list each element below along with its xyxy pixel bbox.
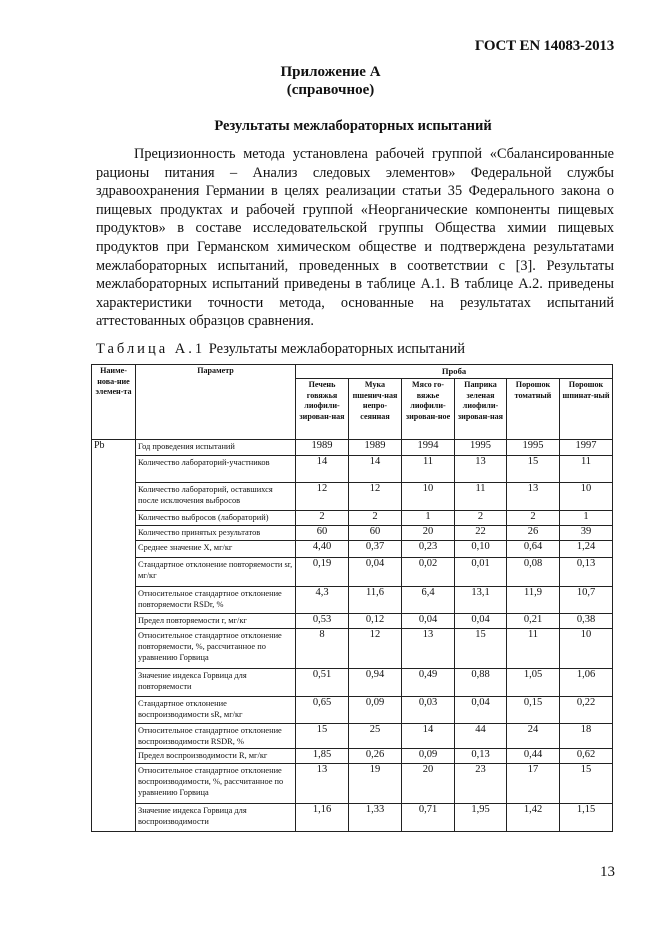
table-row [92,669,613,697]
value-cell: 1,16 [296,804,349,832]
value-cell: 25 [349,724,402,749]
value-cell: 0,09 [402,749,455,764]
value-cell: 11,6 [349,587,402,614]
value-cell: 0,13 [455,749,507,764]
table-caption [96,341,465,358]
parameter-cell: Стандартное отклонение воспроизводимости sR, мг/кг [136,697,296,724]
parameter-cell: Относительное стандартное отклонение воспроизводимости, %, рассчитанное по уравнению Горвица [136,764,296,804]
results-table [91,364,613,832]
table-row [92,483,613,511]
sample-name: Порошок томатный [507,379,560,440]
parameter-cell: Относительное стандартное отклонение повторяемости RSDr, % [136,587,296,614]
value-cell: 1995 [455,440,507,456]
sample-name: Порошок шпинат-ный [560,379,613,440]
value-cell: 12 [296,483,349,511]
table-row [92,764,613,804]
value-cell: 0,04 [349,558,402,587]
value-cell: 15 [455,629,507,669]
value-cell: 0,64 [507,541,560,558]
table-row [92,749,613,764]
value-cell: 14 [349,456,402,483]
value-cell: 13 [455,456,507,483]
value-cell: 15 [507,456,560,483]
parameter-cell: Предел воспроизводимости R, мг/кг [136,749,296,764]
value-cell: 8 [296,629,349,669]
parameter-cell: Количество лабораторий, оставшихся после исключения выбросов [136,483,296,511]
table-row [92,614,613,629]
parameter-cell: Количество лабораторий-участников [136,456,296,483]
value-cell: 11 [455,483,507,511]
value-cell: 11 [560,456,613,483]
table-row [92,526,613,541]
value-cell: 10 [560,483,613,511]
element-cell: Pb [92,440,136,832]
sample-name: Печень говяжья лиофили-зирован-ная [296,379,349,440]
value-cell: 0,09 [349,697,402,724]
value-cell: 0,22 [560,697,613,724]
value-cell: 0,88 [455,669,507,697]
standard-number: ГОСТ EN 14083-2013 [474,38,614,54]
value-cell: 2 [455,511,507,526]
parameter-cell: Количество выбросов (лабораторий) [136,511,296,526]
value-cell: 1995 [507,440,560,456]
value-cell: 0,53 [296,614,349,629]
table-row [92,558,613,587]
parameter-cell: Год проведения испытаний [136,440,296,456]
value-cell: 13 [296,764,349,804]
value-cell: 0,04 [455,614,507,629]
value-cell: 12 [349,483,402,511]
table-row [92,587,613,614]
value-cell: 2 [296,511,349,526]
page-number: 13 [600,864,615,880]
value-cell: 0,04 [455,697,507,724]
value-cell: 24 [507,724,560,749]
value-cell: 1,85 [296,749,349,764]
value-cell: 13 [402,629,455,669]
value-cell: 4,40 [296,541,349,558]
value-cell: 13,1 [455,587,507,614]
sample-name: Мясо го-вяжье лиофили-зирован-ное [402,379,455,440]
value-cell: 1,33 [349,804,402,832]
value-cell: 12 [349,629,402,669]
parameter-cell: Значение индекса Горвица для повторяемости [136,669,296,697]
table-row [92,456,613,483]
value-cell: 2 [349,511,402,526]
value-cell: 11 [507,629,560,669]
value-cell: 14 [402,724,455,749]
value-cell: 0,13 [560,558,613,587]
value-cell: 60 [296,526,349,541]
value-cell: 1989 [296,440,349,456]
body-paragraph: Прецизионность метода установлена рабочей группой «Сбалансированные рационы питания – Анализ следовых элементов» Федеральной службы здравоохранения Германии в целях реализации статьи 35 Федерального закона о пищевых продуктах и рабочей группой «Неорганические компоненты пищевых продуктов» в составе исследовательской группы Общества химии пищевых продуктов при Германском химическом обществе и подтверждена результатами межлабораторных испытаний, проведенных в соответствии с [3]. Результаты межлабораторных испытаний приведены в таблице А.1. В таблице А.2. приведены характеристики точности метода, основанные на результатах испытаний аттестованных образцов сравнения. [96,146,614,330]
value-cell: 15 [560,764,613,804]
value-cell: 6,4 [402,587,455,614]
table-caption-text: Результаты межлабораторных испытаний [208,341,466,357]
value-cell: 0,94 [349,669,402,697]
value-cell: 20 [402,764,455,804]
header-sample: Проба [296,365,613,379]
header-parameter: Параметр [136,365,296,440]
value-cell: 0,62 [560,749,613,764]
table-row [92,629,613,669]
value-cell: 1 [560,511,613,526]
value-cell: 23 [455,764,507,804]
value-cell: 26 [507,526,560,541]
value-cell: 0,71 [402,804,455,832]
value-cell: 10 [402,483,455,511]
value-cell: 1997 [560,440,613,456]
value-cell: 0,01 [455,558,507,587]
value-cell: 11 [402,456,455,483]
sample-name: Паприка зеленая лиофили-зирован-ная [455,379,507,440]
value-cell: 17 [507,764,560,804]
value-cell: 0,44 [507,749,560,764]
value-cell: 10,7 [560,587,613,614]
table-row [92,440,613,456]
value-cell: 0,21 [507,614,560,629]
sample-name: Мука пшенич-ная непро-сеянная [349,379,402,440]
value-cell: 13 [507,483,560,511]
value-cell: 19 [349,764,402,804]
parameter-cell: Значение индекса Горвица для воспроизводимости [136,804,296,832]
value-cell: 0,15 [507,697,560,724]
parameter-cell: Среднее значение X, мг/кг [136,541,296,558]
value-cell: 0,03 [402,697,455,724]
header-element: Наиме-нова-ние элемен-та [92,365,136,440]
table-caption-label: Таблица А.1 [96,341,206,357]
value-cell: 20 [402,526,455,541]
value-cell: 44 [455,724,507,749]
value-cell: 22 [455,526,507,541]
value-cell: 0,65 [296,697,349,724]
value-cell: 1,05 [507,669,560,697]
value-cell: 0,02 [402,558,455,587]
value-cell: 1,24 [560,541,613,558]
value-cell: 0,49 [402,669,455,697]
value-cell: 1,06 [560,669,613,697]
value-cell: 0,10 [455,541,507,558]
appendix-heading [0,63,661,99]
value-cell: 39 [560,526,613,541]
value-cell: 18 [560,724,613,749]
value-cell: 2 [507,511,560,526]
value-cell: 0,23 [402,541,455,558]
appendix-title: Приложение А [280,64,381,80]
value-cell: 0,38 [560,614,613,629]
value-cell: 0,12 [349,614,402,629]
appendix-note: (справочное) [286,82,375,98]
value-cell: 4,3 [296,587,349,614]
table-row [92,511,613,526]
section-title: Результаты межлабораторных испытаний [214,118,492,134]
table-row [92,697,613,724]
value-cell: 0,37 [349,541,402,558]
parameter-cell: Количество принятых результатов [136,526,296,541]
value-cell: 0,08 [507,558,560,587]
table-body [92,440,613,832]
value-cell: 15 [296,724,349,749]
value-cell: 14 [296,456,349,483]
parameter-cell: Предел повторяемости r, мг/кг [136,614,296,629]
value-cell: 11,9 [507,587,560,614]
value-cell: 1,42 [507,804,560,832]
value-cell: 1 [402,511,455,526]
table-row [92,724,613,749]
value-cell: 1,15 [560,804,613,832]
value-cell: 60 [349,526,402,541]
value-cell: 0,51 [296,669,349,697]
value-cell: 0,04 [402,614,455,629]
value-cell: 1994 [402,440,455,456]
value-cell: 0,19 [296,558,349,587]
parameter-cell: Относительное стандартное отклонение повторяемости, %, рассчитанное по уравнению Горвица [136,629,296,669]
table-row [92,541,613,558]
value-cell: 0,26 [349,749,402,764]
table-row [92,804,613,832]
value-cell: 1989 [349,440,402,456]
parameter-cell: Относительное стандартное отклонение воспроизводимости RSDR, % [136,724,296,749]
value-cell: 1,95 [455,804,507,832]
parameter-cell: Стандартное отклонение повторяемости sr, мг/кг [136,558,296,587]
value-cell: 10 [560,629,613,669]
